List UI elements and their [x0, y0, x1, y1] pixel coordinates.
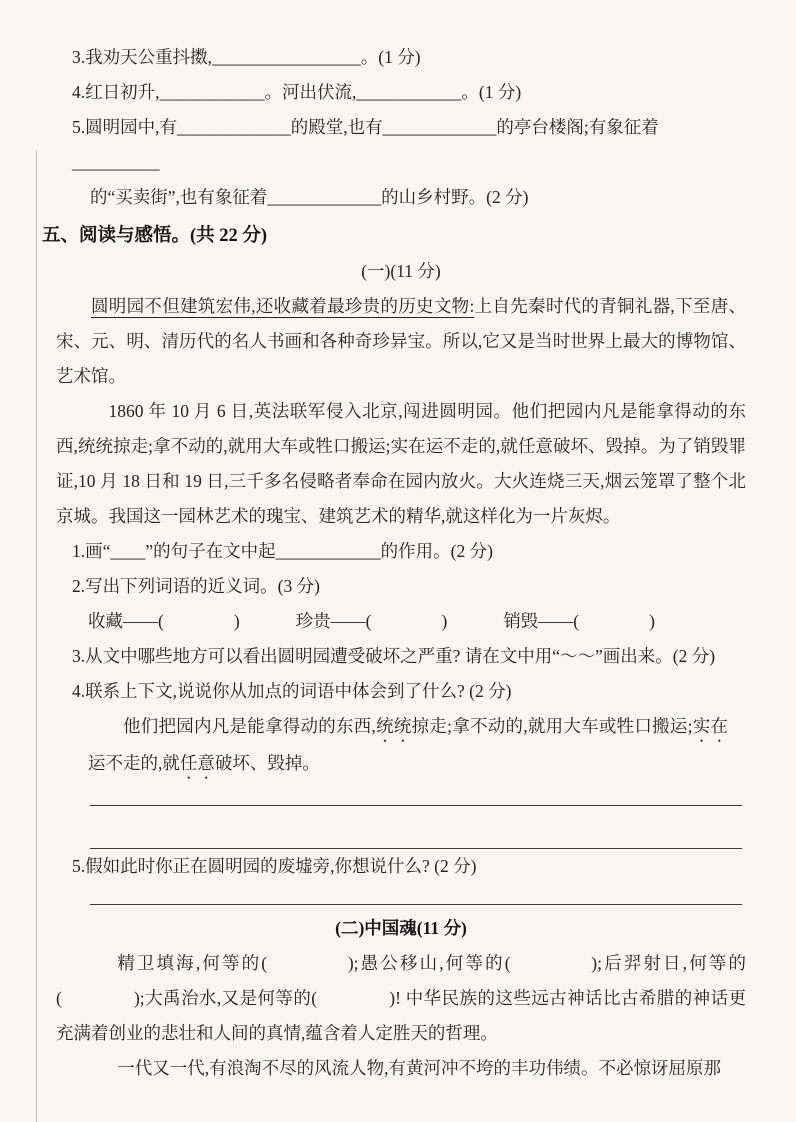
- synonym-item-2: 珍贵——( ): [295, 611, 448, 631]
- part-1-title: (一)(11 分): [361, 261, 441, 281]
- quoted-passage: [88, 709, 728, 783]
- dotted-word: 任意: [179, 753, 215, 773]
- answer-line: [90, 805, 742, 806]
- section-5-heading: 五、阅读与感悟。(共 22 分): [42, 226, 268, 246]
- synonym-item-1: 收藏——( ): [88, 611, 240, 631]
- synonym-item-3: 销毁——( ): [503, 611, 655, 631]
- part-2-paragraph-1: 精卫填海,何等的( );愚公移山,何等的( );后羿射日,何等的( );大禹治水,又是何等的( )! 中华民族的这些远古神话比古希腊的神话更充满着创业的悲壮和人间的真情,蕴含着人定胜天的哲理。: [56, 953, 746, 1043]
- quote-segment: 掠走;拿不动的,就用大车或牲口搬运;: [411, 716, 693, 736]
- page-content: [42, 40, 746, 1086]
- passage-paragraph-2: 1860 年 10 月 6 日,英法联军侵入北京,闯进圆明园。他们把园内凡是能拿得动的东西,统统掠走;拿不动的,就用大车或牲口搬运;实在运不走的,就任意破坏、毁掉。为了销毁罪证,10 月 18 日和 19 日,三千多名侵略者奉命在园内放火。大火连烧三天,烟云笼罩了整个北京城。我国这一园林艺术的瑰宝、建筑艺术的精华,就这样化为一片灰烬。: [56, 401, 746, 526]
- quote-segment: 破坏、毁掉。: [214, 753, 320, 773]
- reading-question-4: 4.联系上下文,说说你从加点的词语中体会到了什么? (2 分): [72, 681, 512, 701]
- reading-question-5: 5.假如此时你正在圆明园的废墟旁,你想说什么? (2 分): [72, 856, 477, 876]
- passage-paragraph-1: [56, 289, 746, 394]
- quote-segment: 他们把园内凡是能拿得动的东西,: [123, 716, 376, 736]
- reading-question-1: 1.画“____”的句子在文中起____________的作用。(2 分): [72, 541, 493, 561]
- passage-sentence: 上自先秦时代的青铜礼器,下至唐、宋、元、明、清历代的名人书画和各种奇珍异宝。所以,它又是当时世界上最大的博物馆、艺术馆。: [56, 296, 746, 386]
- quote-segment: 运不走的,就: [88, 753, 180, 773]
- answer-line: [90, 904, 742, 905]
- question-3: 3.我劝天公重抖擞,_________________。(1 分): [72, 47, 421, 67]
- question-4: 4.红日初升,____________。河出伏流,____________。(1 分): [72, 82, 522, 102]
- reading-question-2: 2.写出下列词语的近义词。(3 分): [72, 576, 320, 596]
- synonyms-row: [88, 604, 746, 639]
- reading-question-3: 3.从文中哪些地方可以看出圆明园遭受破坏之严重? 请在文中用“～～”画出来。(2 分): [72, 646, 716, 666]
- underlined-sentence: 圆明园不但建筑宏伟,还收藏着最珍贵的历史文物:: [91, 296, 475, 316]
- question-5-line-2: 的“买卖街”,也有象征着_____________的山乡村野。(2 分): [90, 187, 529, 207]
- question-5-line-1: 5.圆明园中,有_____________的殿堂,也有_____________的亭台楼阁;有象征着__________: [72, 117, 659, 172]
- part-2-paragraph-2: 一代又一代,有浪淘不尽的风流人物,有黄河冲不垮的丰功伟绩。不必惊讶屈原那: [117, 1058, 721, 1078]
- part-2-title: (二)中国魂(11 分): [335, 918, 467, 938]
- page-binding-line: [36, 150, 37, 1122]
- dotted-word: 统统: [375, 716, 412, 736]
- dotted-word: 实在: [692, 716, 729, 736]
